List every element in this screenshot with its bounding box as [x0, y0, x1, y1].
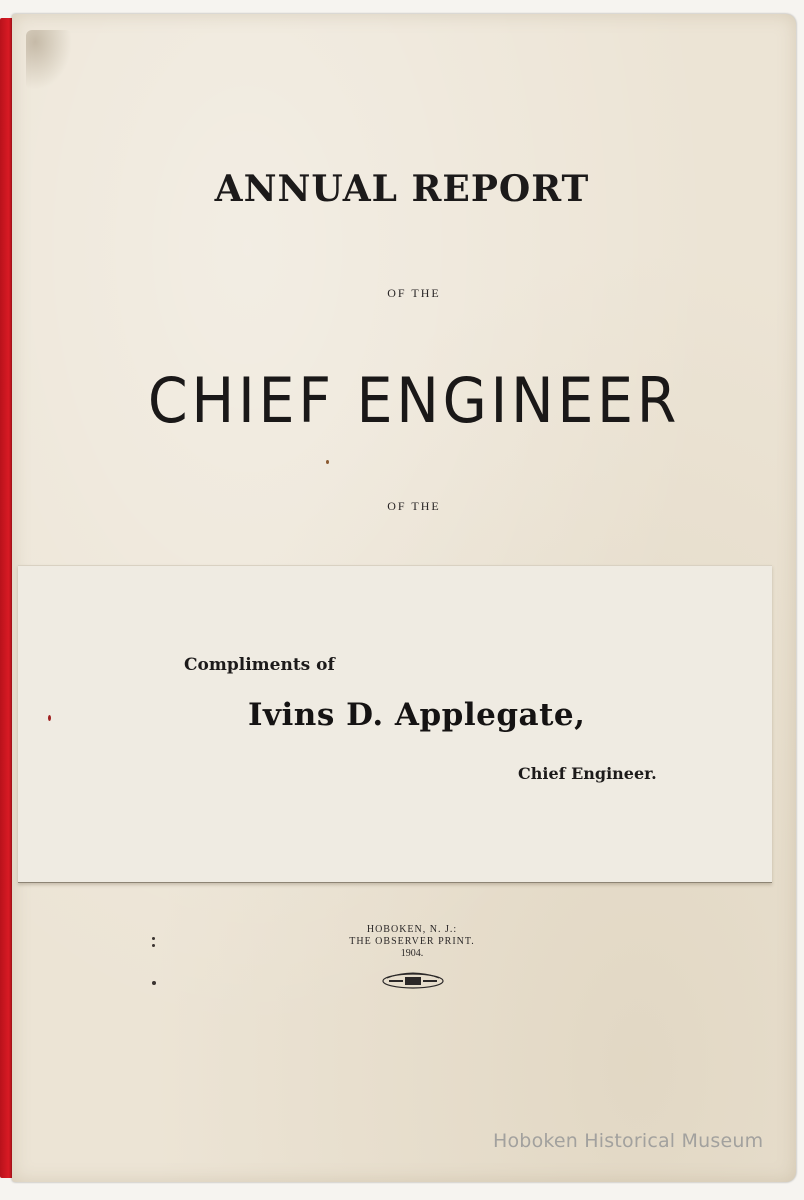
report-title: ANNUAL REPORT — [214, 168, 590, 210]
paper-speck — [326, 460, 329, 464]
imprint-printer: THE OBSERVER PRINT. — [349, 936, 475, 947]
museum-watermark: Hoboken Historical Museum — [493, 1130, 764, 1152]
engineer-name: Ivins D. Applegate, — [248, 697, 586, 733]
union-label-icon — [381, 970, 445, 995]
corner-wear — [26, 30, 72, 90]
connector-text-1: OF THE — [387, 286, 441, 300]
imprint-place: HOBOKEN, N. J.: — [366, 924, 458, 935]
paper-speck — [152, 981, 156, 985]
paper-speck — [48, 715, 51, 721]
report-subject: CHIEF ENGINEER — [147, 364, 681, 437]
imprint-year: 1904. — [400, 948, 424, 959]
engineer-position: Chief Engineer. — [518, 764, 657, 783]
paper-speck — [152, 944, 155, 947]
paper-speck — [152, 937, 155, 940]
compliments-line: Compliments of — [184, 655, 335, 675]
connector-text-2: OF THE — [387, 499, 441, 513]
